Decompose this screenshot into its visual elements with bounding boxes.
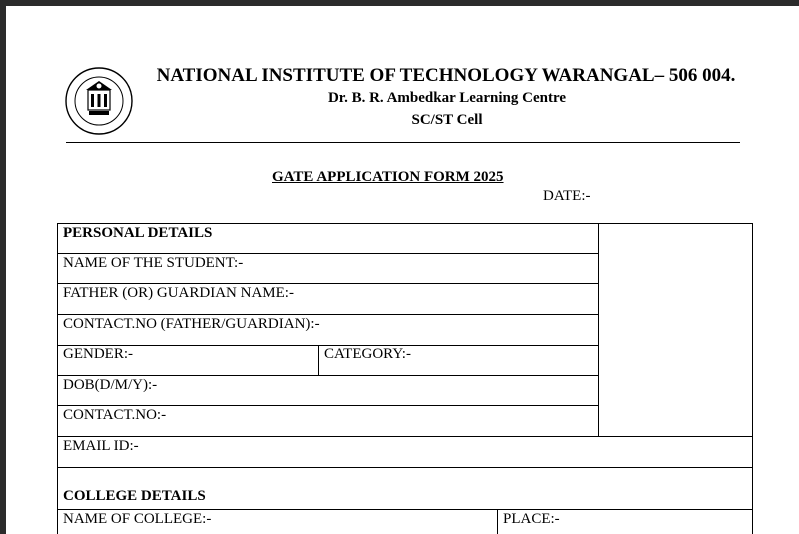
dob-field[interactable]: DOB(D/M/Y):- [63,377,158,393]
contact-field[interactable]: CONTACT.NO:- [63,407,167,423]
category-field[interactable]: CATEGORY:- [324,346,411,362]
college-details-heading: COLLEGE DETAILS [63,488,206,504]
centre-name: Dr. B. R. Ambedkar Learning Centre [327,90,567,106]
gender-field[interactable]: GENDER:- [63,346,133,362]
nitw-logo-icon [62,64,136,138]
cell-name: SC/ST Cell [411,112,483,128]
guardian-contact-field[interactable]: CONTACT.NO (FATHER/GUARDIAN):- [63,316,320,332]
date-label: DATE:- [543,188,591,204]
guardian-name-field[interactable]: FATHER (OR) GUARDIAN NAME:- [63,285,294,301]
place-field[interactable]: PLACE:- [503,511,560,527]
email-field[interactable]: EMAIL ID:- [63,438,139,454]
student-name-field[interactable]: NAME OF THE STUDENT:- [63,255,244,271]
header-divider [66,142,740,143]
college-name-field[interactable]: NAME OF COLLEGE:- [63,511,212,527]
institute-name: NATIONAL INSTITUTE OF TECHNOLOGY WARANGAL– 506 004. [156,65,736,86]
form-title: GATE APPLICATION FORM 2025 [272,169,504,185]
document-page [6,6,799,534]
personal-details-heading: PERSONAL DETAILS [63,225,213,241]
